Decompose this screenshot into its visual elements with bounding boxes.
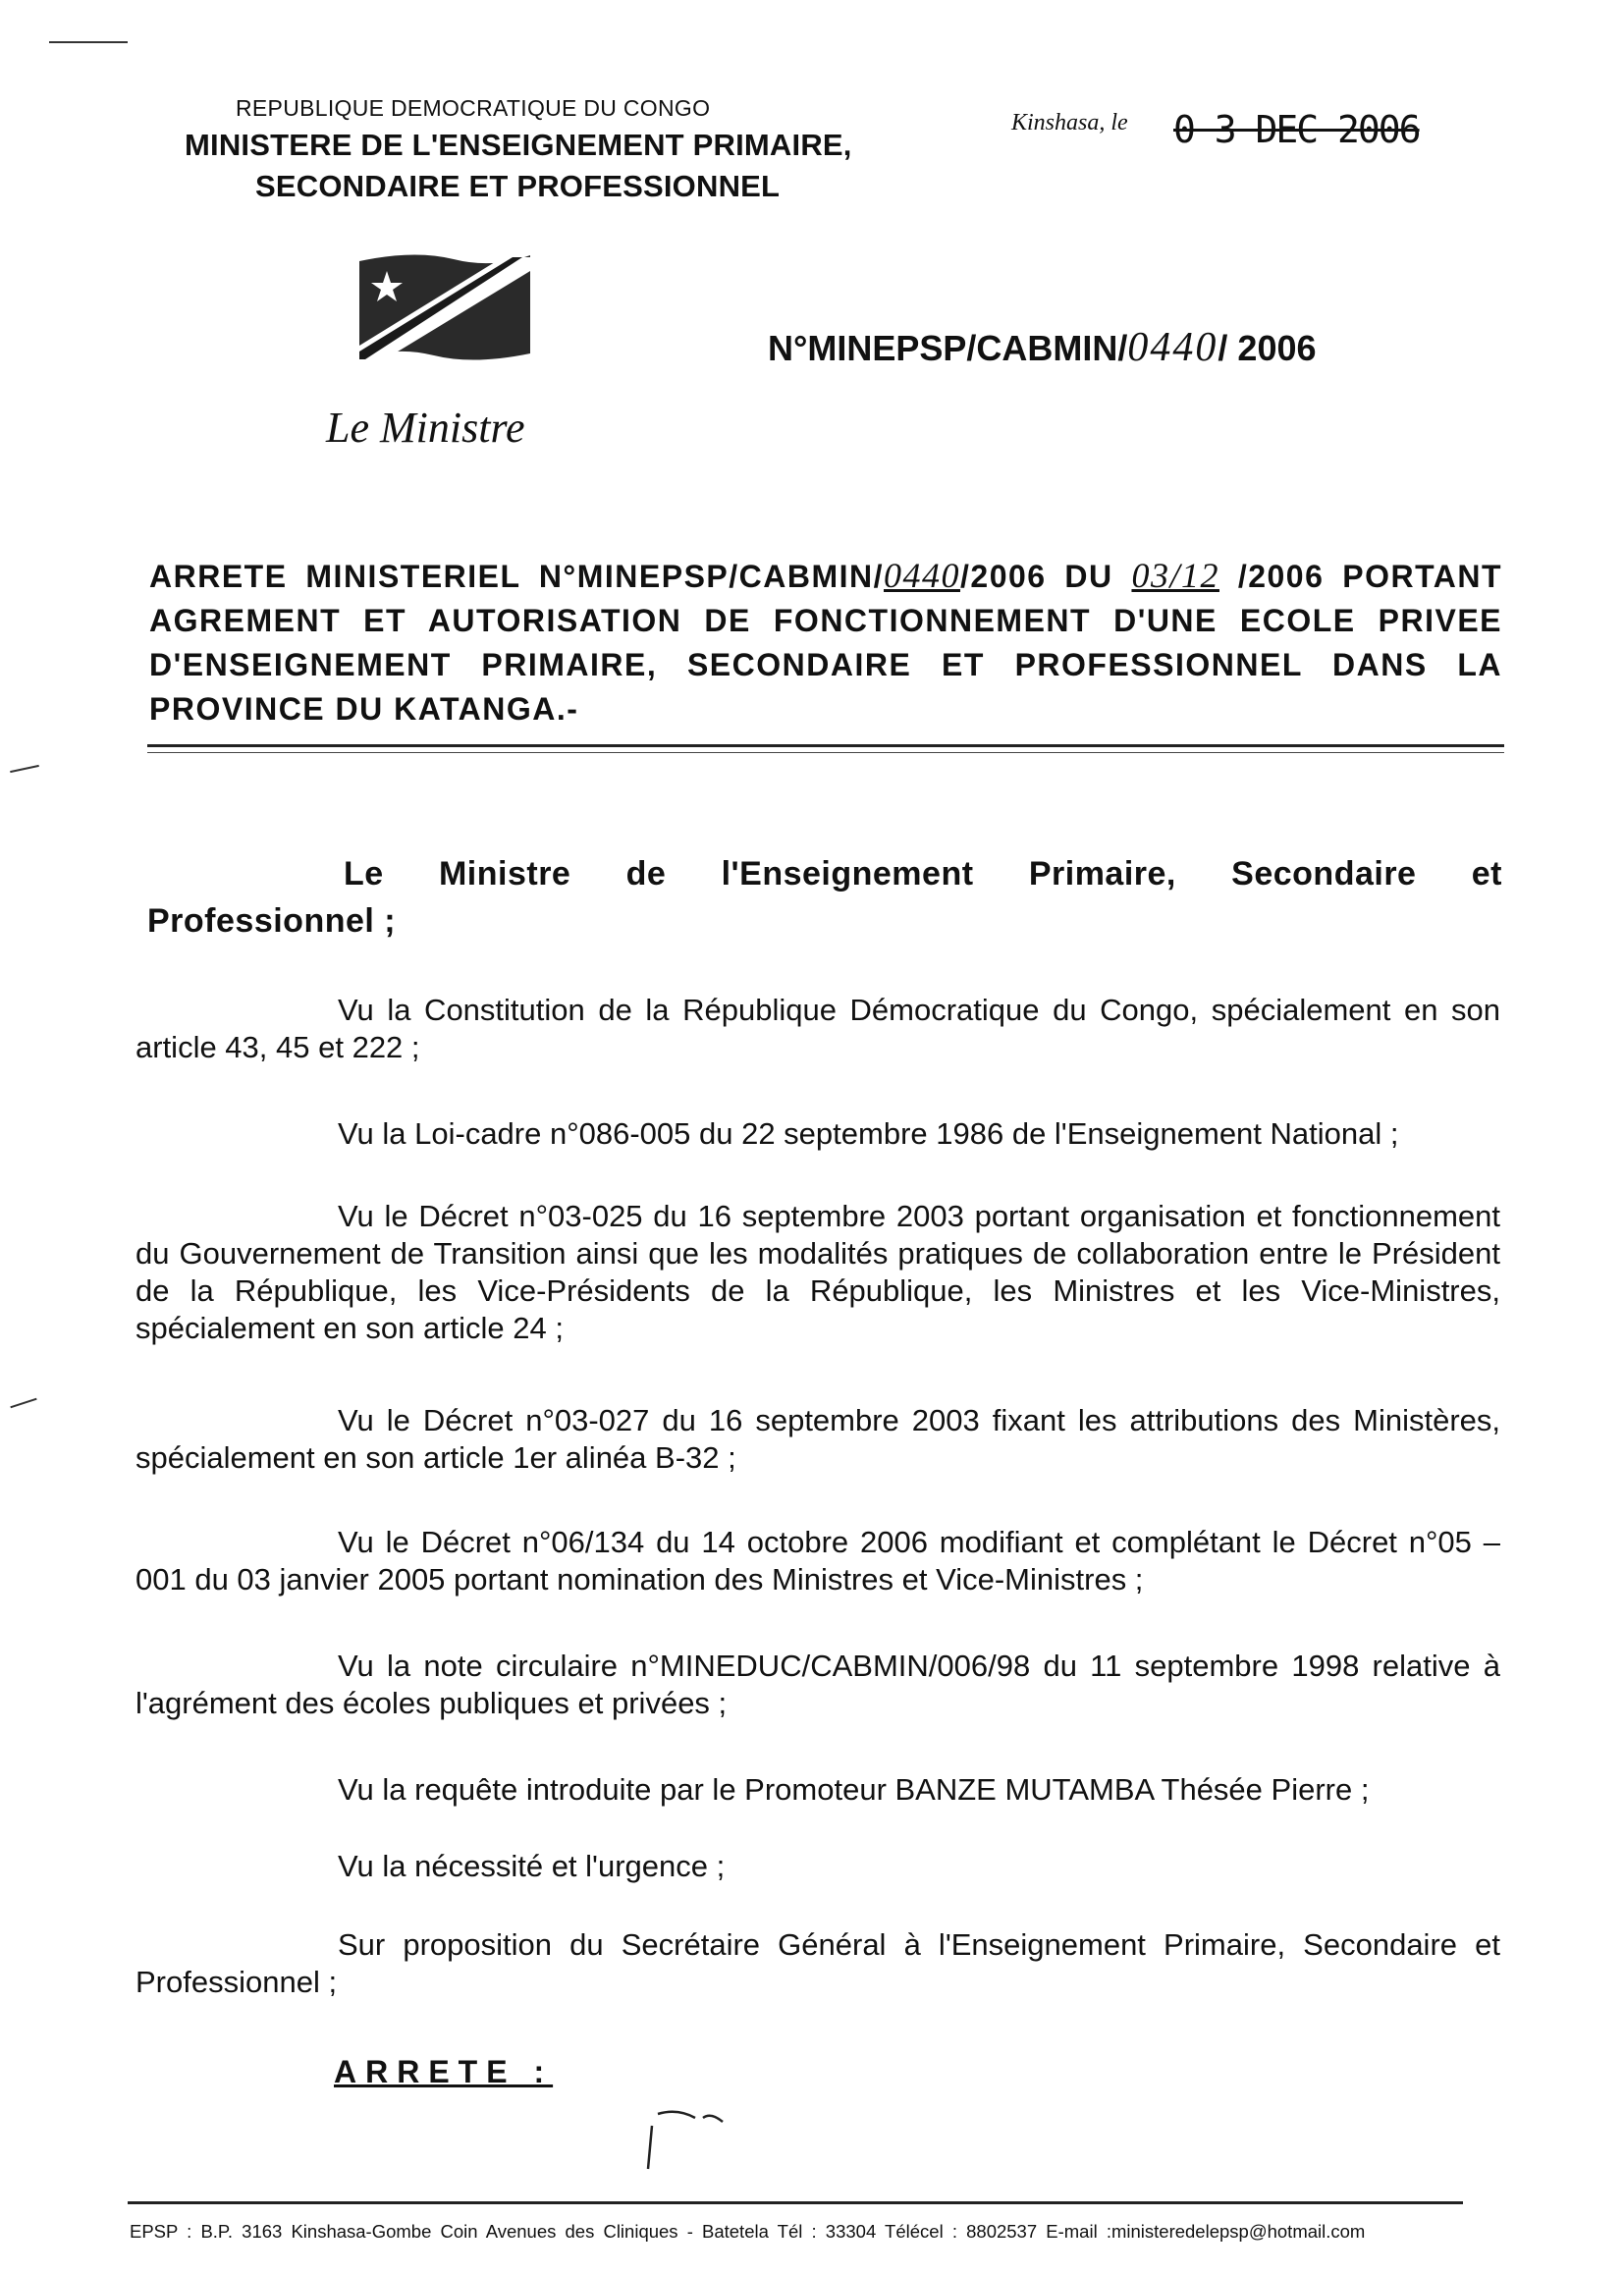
- decree-title: [149, 554, 1502, 731]
- consideration-requete: Vu la requête introduite par le Promoteur BANZE MUTAMBA Thésée Pierre ;: [338, 1772, 1370, 1807]
- title-divider-thin: [147, 752, 1504, 753]
- consideration-proposition: Sur proposition du Secrétaire Général à l'Enseignement Primaire, Secondaire et Professionnel ;: [135, 1927, 1500, 1999]
- consideration-decret-03-027: Vu le Décret n°03-027 du 16 septembre 2003 fixant les attributions des Ministères, spécialement en son article 1er alinéa B-32 ;: [135, 1403, 1500, 1475]
- footer-divider: [128, 2201, 1463, 2204]
- place-label: Kinshasa, le: [1011, 110, 1128, 135]
- reference-prefix: N°MINEPSP/CABMIN/: [768, 328, 1128, 368]
- title-part1: ARRETE MINISTERIEL N°MINEPSP/CABMIN/: [149, 559, 885, 594]
- country-name: REPUBLIQUE DEMOCRATIQUE DU CONGO: [236, 95, 711, 121]
- consideration-decret-03-025: Vu le Décret n°03-025 du 16 septembre 2003 portant organisation et fonctionnement du Gouvernement de Transition ainsi que les modalités pratiques de collaboration entre le Président de la République, les Vice-Présidents de la République, les Ministres et les Vice-Ministres, spécialement en son article 24 ;: [135, 1199, 1500, 1345]
- date-stamp: 0 3 DEC 2006: [1173, 108, 1420, 151]
- decision-heading: ARRETE :: [334, 2054, 554, 2089]
- consideration-note-circulaire: Vu la note circulaire n°MINEDUC/CABMIN/006/98 du 11 septembre 1998 relative à l'agrément des écoles publiques et privées ;: [135, 1649, 1500, 1720]
- scan-speck: [49, 41, 128, 43]
- handwritten-mark-icon: [638, 2096, 776, 2175]
- footer-contact: EPSP : B.P. 3163 Kinshasa-Gombe Coin Avenues des Cliniques - Batetela Tél : 33304 Télécel : 8802537 E-mail :ministeredelepsp@hotmail.com: [130, 2221, 1366, 2242]
- title-handwritten-number: 0440: [884, 556, 961, 595]
- consideration-constitution: Vu la Constitution de la République Démocratique du Congo, spécialement en son article 43, 45 et 222 ;: [135, 993, 1500, 1064]
- signatory-heading: Le Ministre: [326, 404, 525, 452]
- title-part3: /2006 PORTANT AGREMENT ET AUTORISATION DE FONCTIONNEMENT D'UNE ECOLE PRIVEE D'ENSEIGNEMENT PRIMAIRE, SECONDAIRE ET PROFESSIONNEL DANS LA PROVINCE DU KATANGA.-: [149, 559, 1502, 727]
- title-divider: [147, 744, 1504, 747]
- reference-year: / 2006: [1218, 328, 1317, 368]
- scan-speck: [10, 1398, 36, 1409]
- preamble: [147, 850, 1502, 945]
- consideration-decret-06-134: Vu le Décret n°06/134 du 14 octobre 2006 modifiant et complétant le Décret n°05 – 001 du 03 janvier 2005 portant nomination des Ministres et Vice-Ministres ;: [135, 1525, 1500, 1597]
- reference-handwritten-number: 0440: [1127, 325, 1218, 370]
- consideration-loi-cadre: Vu la Loi-cadre n°086-005 du 22 septembre 1986 de l'Enseignement National ;: [338, 1116, 1399, 1151]
- drc-flag-icon: [355, 249, 534, 365]
- consideration-urgence: Vu la nécessité et l'urgence ;: [338, 1849, 726, 1883]
- ministry-name-line1: MINISTERE DE L'ENSEIGNEMENT PRIMAIRE,: [185, 128, 852, 162]
- preamble-line1: Le Ministre de l'Enseignement Primaire, Secondaire et: [344, 855, 1502, 893]
- scan-speck: [10, 765, 39, 773]
- title-handwritten-date: 03/12: [1131, 556, 1219, 595]
- preamble-line2: Professionnel ;: [147, 902, 397, 940]
- title-part2: /2006 DU: [960, 559, 1132, 594]
- ministry-name-line2: SECONDAIRE ET PROFESSIONNEL: [255, 169, 781, 203]
- reference-number: [768, 324, 1317, 371]
